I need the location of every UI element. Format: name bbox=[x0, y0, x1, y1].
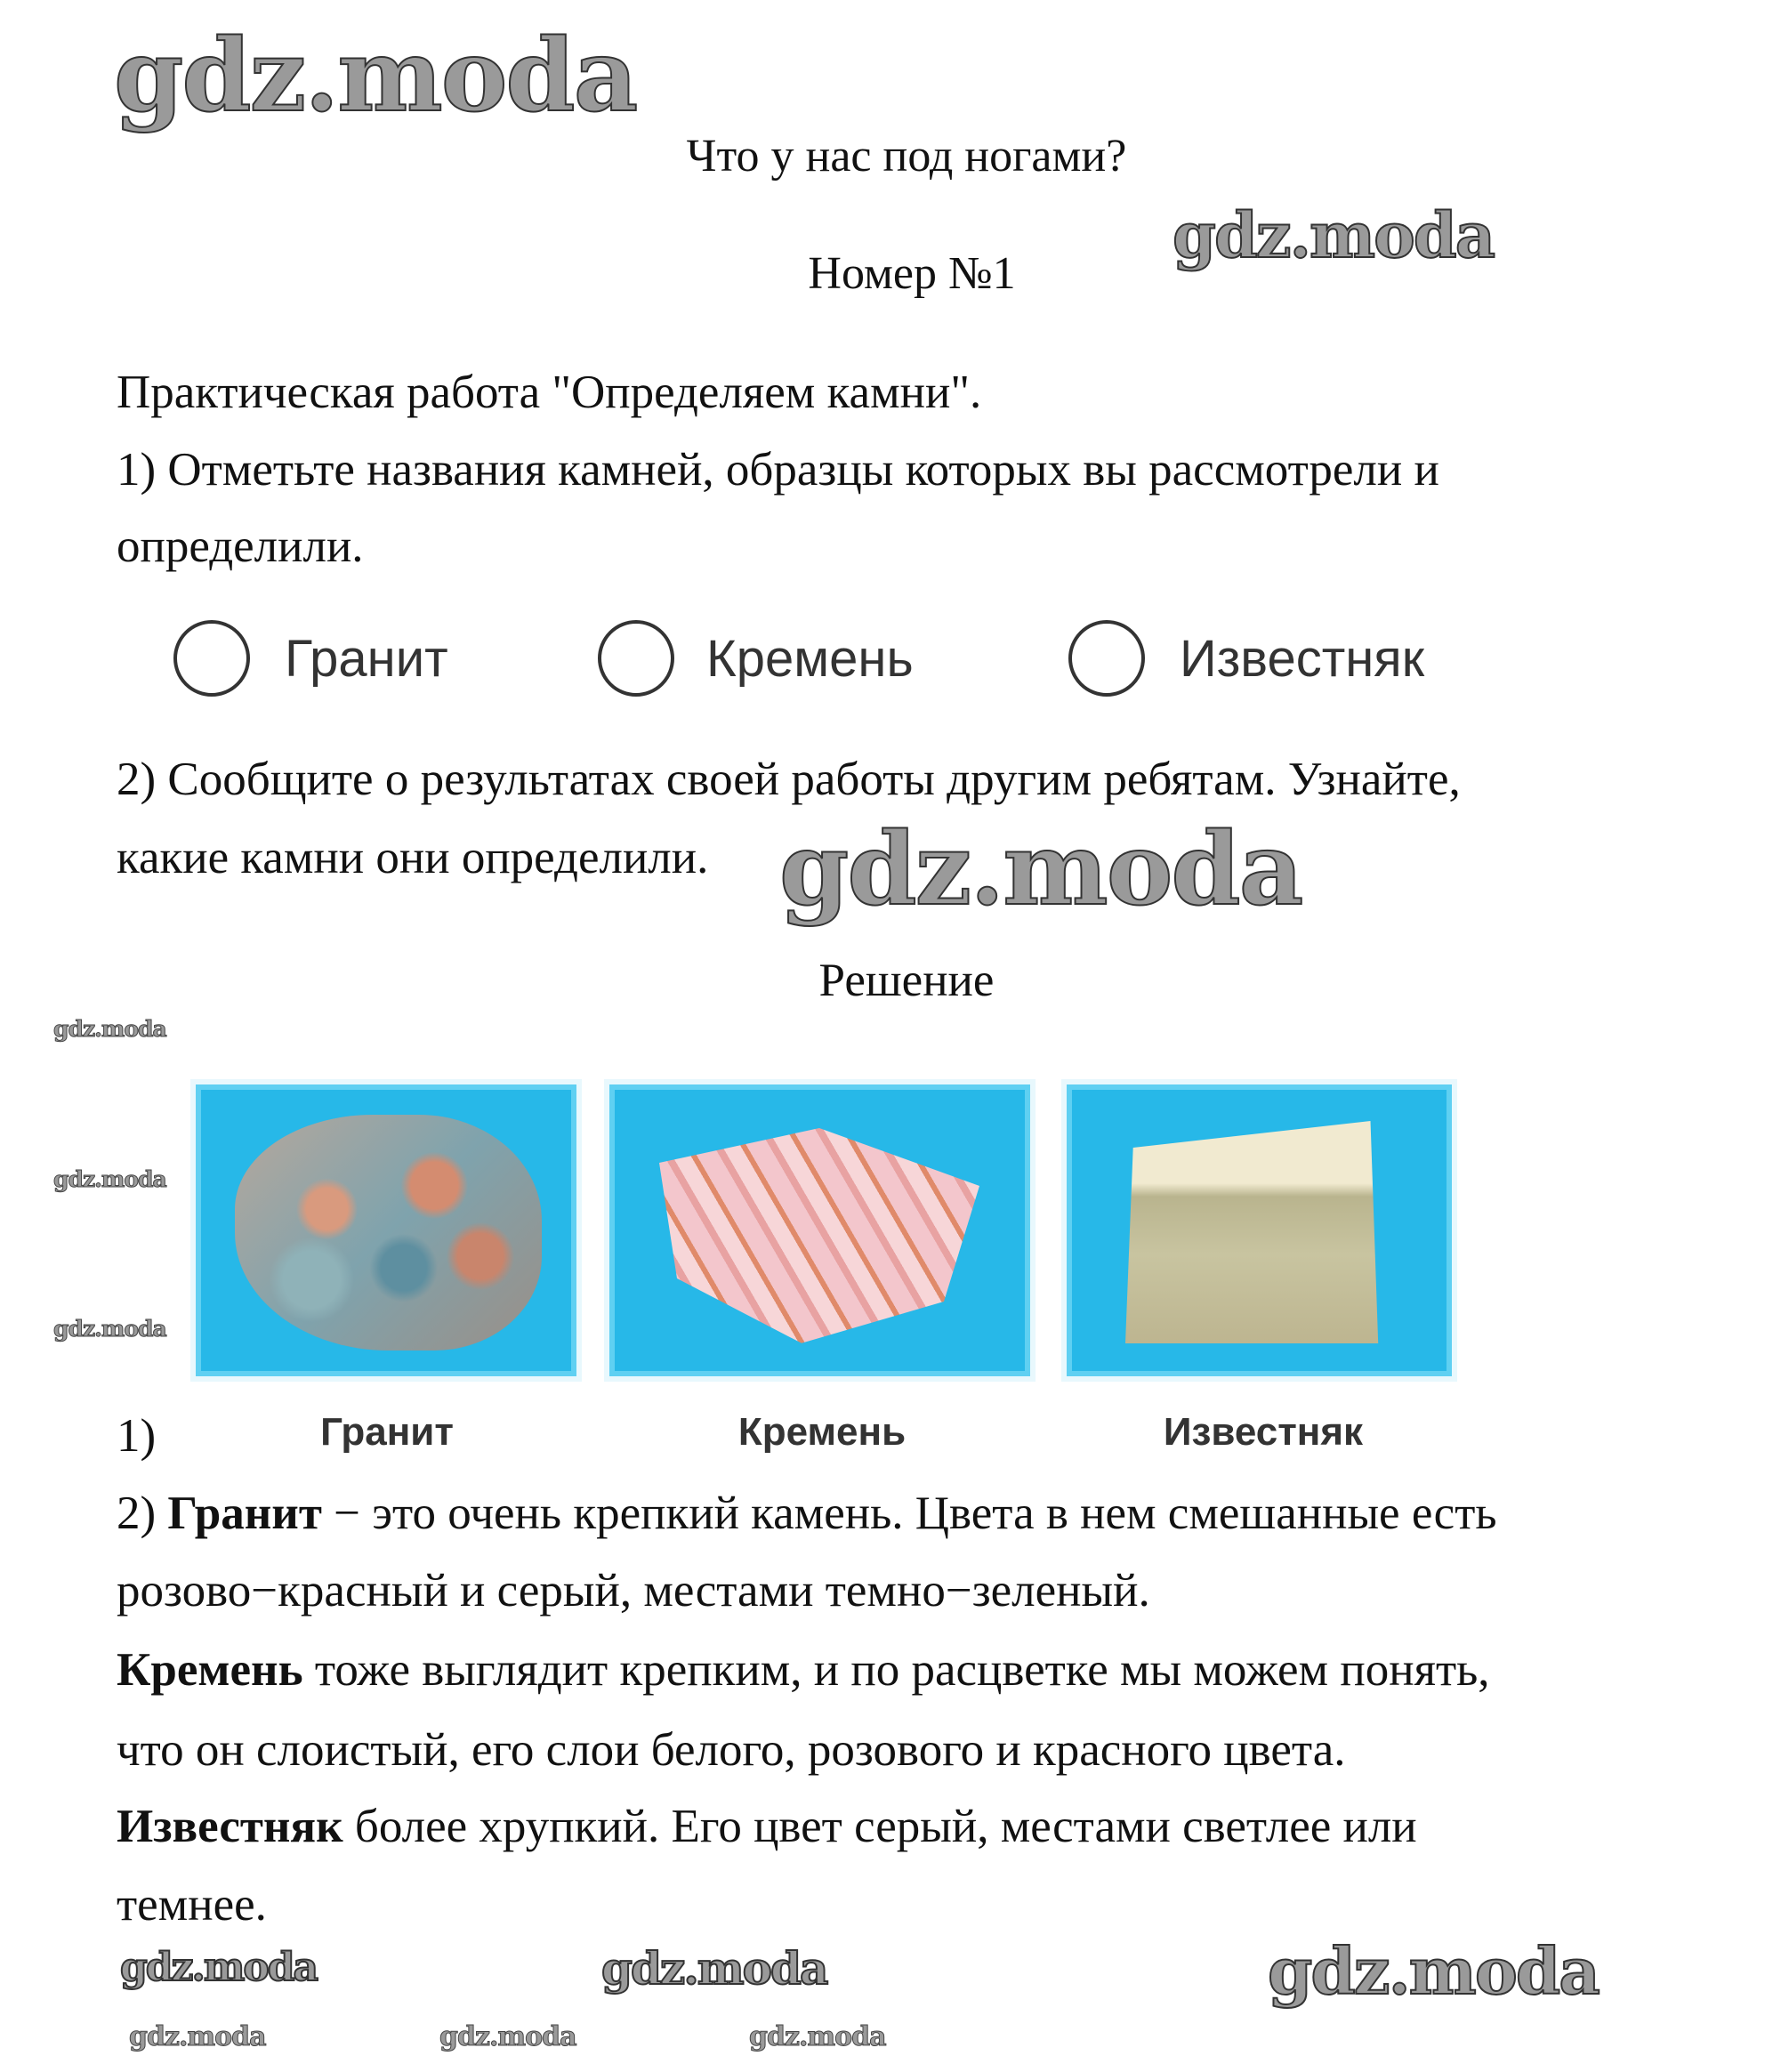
watermark: gdz.moda bbox=[1268, 1933, 1599, 2009]
limestone-image bbox=[1067, 1084, 1452, 1376]
granite-paragraph-line2: розово−красный и серый, местами темно−зеленый. bbox=[117, 1565, 1150, 1616]
watermark: gdz.moda bbox=[749, 2021, 886, 2052]
option-label-flint: Кремень bbox=[706, 630, 914, 688]
watermark: gdz.moda bbox=[601, 1942, 827, 1995]
watermark: gdz.moda bbox=[120, 1945, 318, 1990]
watermark: gdz.moda bbox=[53, 1016, 166, 1042]
limestone-text: более хрупкий. Его цвет серый, местами светлее или bbox=[342, 1801, 1417, 1852]
watermark: gdz.moda bbox=[439, 2021, 576, 2052]
task-step2-line1: 2) Сообщите о результатах своей работы другим ребятам. Узнайте, bbox=[117, 754, 1461, 805]
task-step2-line2: какие камни они определили. bbox=[117, 832, 709, 883]
solution-part1-label: 1) bbox=[117, 1410, 157, 1462]
radio-limestone[interactable] bbox=[1068, 620, 1145, 697]
watermark: gdz.moda bbox=[53, 1166, 166, 1192]
limestone-paragraph-line2: темнее. bbox=[117, 1879, 267, 1931]
granite-text: − это очень крепкий камень. Цвета в нем смешанные есть bbox=[321, 1487, 1497, 1539]
flint-image bbox=[609, 1084, 1030, 1376]
task-number: Номер №1 bbox=[808, 248, 1016, 299]
radio-flint[interactable] bbox=[598, 620, 674, 697]
task-step1-line1: 1) Отметьте названия камней, образцы которых вы рассмотрели и bbox=[117, 444, 1439, 496]
flint-paragraph-line2: что он слоистый, его слои белого, розового и красного цвета. bbox=[117, 1724, 1346, 1776]
task-intro: Практическая работа "Определяем камни". bbox=[117, 367, 982, 418]
watermark: gdz.moda bbox=[53, 1316, 166, 1342]
caption-granite: Гранит bbox=[320, 1410, 454, 1454]
limestone-paragraph-line1 bbox=[117, 1803, 1417, 1850]
part2-prefix: 2) bbox=[117, 1487, 168, 1539]
watermark: gdz.moda bbox=[129, 2021, 266, 2052]
watermark: gdz.moda bbox=[779, 811, 1302, 928]
flint-stone bbox=[641, 1117, 997, 1348]
radio-granite[interactable] bbox=[173, 620, 250, 697]
granite-paragraph-line1 bbox=[117, 1487, 1497, 1539]
task-step1-line2: определили. bbox=[117, 520, 364, 572]
page-title: Что у нас под ногами? bbox=[686, 131, 1127, 181]
granite-image bbox=[196, 1084, 576, 1376]
watermark: gdz.moda bbox=[1173, 198, 1495, 272]
limestone-stone bbox=[1125, 1121, 1383, 1343]
option-label-limestone: Известняк bbox=[1180, 630, 1425, 688]
granite-term: Гранит bbox=[167, 1487, 322, 1539]
solution-heading: Решение bbox=[818, 955, 995, 1006]
flint-term: Кремень bbox=[117, 1644, 303, 1696]
granite-stone bbox=[235, 1115, 542, 1350]
flint-text: тоже выглядит крепким, и по расцветке мы можем понять, bbox=[302, 1644, 1490, 1696]
watermark: gdz.moda bbox=[114, 18, 637, 134]
option-label-granite: Гранит bbox=[285, 630, 448, 688]
limestone-term: Известняк bbox=[117, 1801, 343, 1852]
caption-flint: Кремень bbox=[737, 1410, 907, 1454]
flint-paragraph-line1 bbox=[117, 1644, 1490, 1696]
caption-limestone: Известняк bbox=[1163, 1410, 1364, 1454]
